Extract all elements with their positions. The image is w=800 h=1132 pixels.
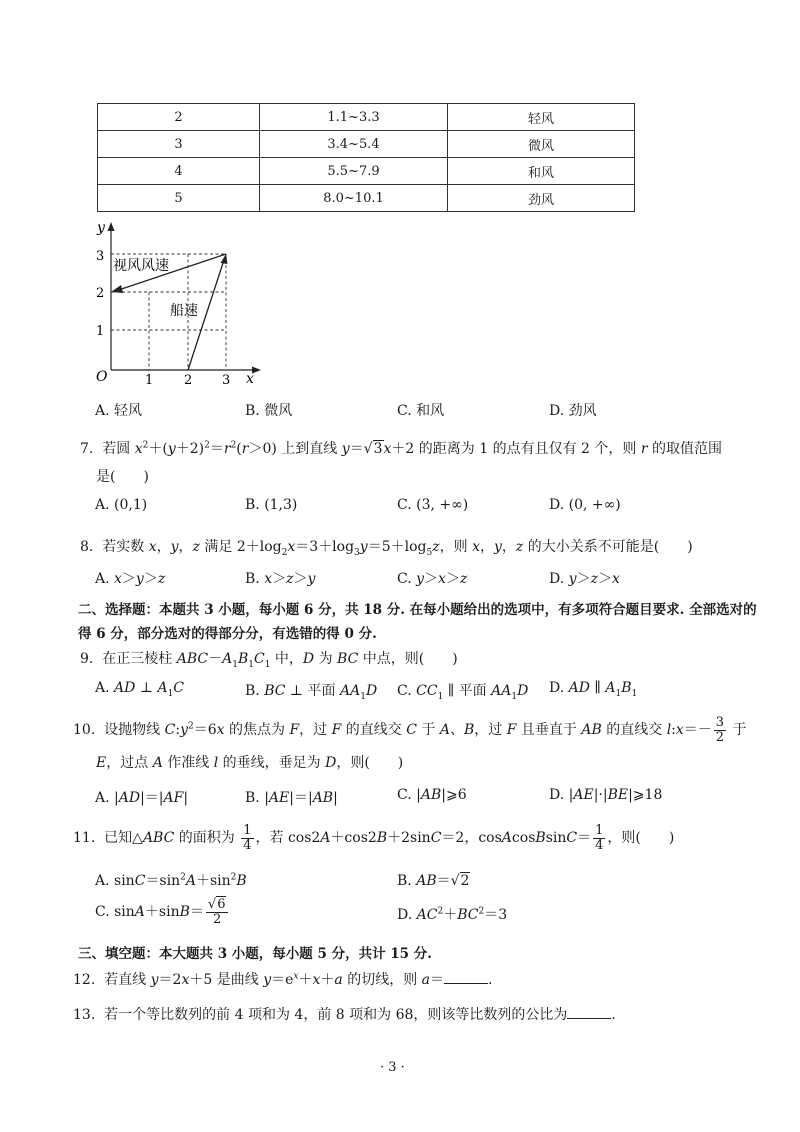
q9-option-b: B. BC ⊥ 平面 $AA_1D$ bbox=[245, 683, 378, 702]
question-number: 12. bbox=[73, 972, 96, 988]
wind-level-table bbox=[97, 103, 635, 212]
table-cell-level: 4 bbox=[98, 158, 260, 185]
q7-option-a: A. (0,1) bbox=[95, 497, 148, 513]
wind-vector-figure bbox=[90, 218, 270, 390]
y-tick-1: 1 bbox=[96, 324, 105, 339]
table-cell-level: 5 bbox=[98, 185, 260, 212]
question-9-stem: 9. 在正三棱柱 $ABC-A_1B_1C_1$ 中，D 为 BC 中点，则( ) bbox=[80, 651, 458, 670]
table-cell-speed: 5.5~7.9 bbox=[260, 158, 448, 185]
table-row bbox=[98, 158, 635, 185]
page-number: · 3 · bbox=[380, 1060, 405, 1075]
x-tick-1: 1 bbox=[145, 373, 154, 388]
question-number: 10. bbox=[73, 722, 96, 739]
q9-option-c: C. $CC_1$ ∥ 平面 $AA_1D$ bbox=[397, 683, 529, 702]
x-axis-label: x bbox=[246, 371, 254, 387]
y-tick-3: 3 bbox=[96, 249, 105, 264]
table-cell-name: 微风 bbox=[448, 131, 635, 158]
q7-option-d: D. (0, +∞) bbox=[549, 497, 621, 513]
question-number: 7. bbox=[80, 441, 94, 457]
q6-option-b: B. 微风 bbox=[245, 403, 293, 419]
q11-option-a: A. $\sin C=\sin^2A+\sin^2B$ bbox=[95, 872, 247, 889]
question-11-stem: 11. 已知△ABC 的面积为 $\frac{1}{4}$ ，若 cos2A＋cos2B＋2sinC＝2，cosAcosBsinC＝ $\frac{1}{4}$ ，则( ) bbox=[73, 823, 675, 853]
apparent-wind-arrowhead bbox=[111, 285, 123, 293]
question-number: 11. bbox=[73, 830, 96, 847]
q10-option-b: B. |AE|＝|AB| bbox=[245, 790, 338, 806]
question-13-text: 若一个等比数列的前 4 项和为 4，前 8 项和为 68，则该等比数列的公比为 bbox=[104, 1007, 568, 1023]
table-cell-speed: 8.0~10.1 bbox=[260, 185, 448, 212]
q11-option-c: C. sinA＋sinB＝ $\frac{√6}{2}$ bbox=[95, 898, 230, 926]
section-2-heading: 二、选择题：本题共 3 小题，每小题 6 分，共 18 分. 在每小题给出的选项中，有多项符合题目要求. 全部选对的 bbox=[78, 602, 757, 618]
question-8-stem: 8. 若实数 x，y，z 满足 $2+\log_2x=3+\log_3y=5+\log_5z$，则 x，y，z 的大小关系不可能是( ) bbox=[80, 539, 693, 558]
answer-blank bbox=[567, 1006, 611, 1019]
table-cell-level: 2 bbox=[98, 104, 260, 131]
ship-speed-label: 船速 bbox=[170, 303, 198, 319]
q10-option-c: C. |AB|⩾6 bbox=[397, 787, 467, 803]
table-cell-name: 轻风 bbox=[448, 104, 635, 131]
q10-option-a: A. |AD|＝|AF| bbox=[95, 790, 189, 806]
q8-option-c: C. y＞x＞z bbox=[397, 571, 468, 587]
q7-option-c: C. (3, +∞) bbox=[397, 497, 469, 513]
question-10-stem-line2: E，过点 A 作准线 l 的垂线，垂足为 D，则( ) bbox=[96, 755, 404, 771]
question-12-stem: 12. 若直线 y＝2x＋5 是曲线 $y=e^x+x+a$ 的切线，则 a＝ . bbox=[73, 971, 493, 988]
origin-label: O bbox=[96, 369, 108, 385]
question-13-stem: 13. 若一个等比数列的前 4 项和为 4，前 8 项和为 68，则该等比数列的公比为 . bbox=[73, 1007, 616, 1023]
q6-option-a: A. 轻风 bbox=[95, 403, 143, 419]
q7-option-b: B. (1,3) bbox=[245, 497, 298, 513]
table-row bbox=[98, 131, 635, 158]
question-number: 8. bbox=[80, 539, 94, 555]
section-2-heading-line2: 得 6 分，部分选对的得部分分，有选错的得 0 分. bbox=[78, 626, 377, 642]
y-axis-label: y bbox=[97, 220, 105, 236]
table-cell-speed: 3.4~5.4 bbox=[260, 131, 448, 158]
q6-option-c: C. 和风 bbox=[397, 403, 445, 419]
q8-option-b: B. x＞z＞y bbox=[245, 571, 316, 587]
y-axis-arrow bbox=[108, 222, 115, 231]
question-7-stem: 7. 若圆 $x^2+(y+2)^2=r^2(r>0)$ 上到直线 y＝√3x＋2 的距离为 1 的点有且仅有 2 个，则 r 的取值范围 bbox=[80, 440, 723, 457]
q11-option-b: B. AB＝√2 bbox=[397, 873, 470, 889]
answer-blank bbox=[444, 971, 488, 984]
q6-option-d: D. 劲风 bbox=[549, 403, 597, 419]
q11-option-d: D. $AC^2+BC^2=3$ bbox=[397, 906, 508, 923]
apparent-wind-label: 视风风速 bbox=[113, 258, 169, 274]
table-cell-speed: 1.1~3.3 bbox=[260, 104, 448, 131]
q9-option-a: A. AD ⊥ $A_1C$ bbox=[95, 680, 185, 699]
table-row bbox=[98, 185, 635, 212]
q8-option-d: D. y＞z＞x bbox=[549, 571, 620, 587]
question-7-stem-line2: 是( ) bbox=[96, 469, 149, 485]
x-tick-3: 3 bbox=[222, 373, 231, 388]
table-cell-name: 劲风 bbox=[448, 185, 635, 212]
question-number: 9. bbox=[80, 651, 94, 667]
table-cell-name: 和风 bbox=[448, 158, 635, 185]
q8-option-a: A. x＞y＞z bbox=[95, 571, 166, 587]
table-cell-level: 3 bbox=[98, 131, 260, 158]
q9-option-d: D. AD ∥ $A_1B_1$ bbox=[549, 680, 638, 699]
question-10-stem: 10. 设抛物线 $C:y^2=6x$ 的焦点为 F，过 F 的直线交 C 于 A、B，过 F 且垂直于 AB 的直线交 l:x＝－ $\frac{3}{2}$ 于 bbox=[73, 715, 747, 745]
x-tick-2: 2 bbox=[184, 373, 193, 388]
section-3-heading: 三、填空题：本大题共 3 小题，每小题 5 分，共计 15 分. bbox=[78, 946, 432, 962]
y-tick-2: 2 bbox=[96, 286, 105, 301]
question-number: 13. bbox=[73, 1007, 96, 1023]
table-row bbox=[98, 104, 635, 131]
q10-option-d: D. |AE|·|BE|⩾18 bbox=[549, 787, 663, 803]
